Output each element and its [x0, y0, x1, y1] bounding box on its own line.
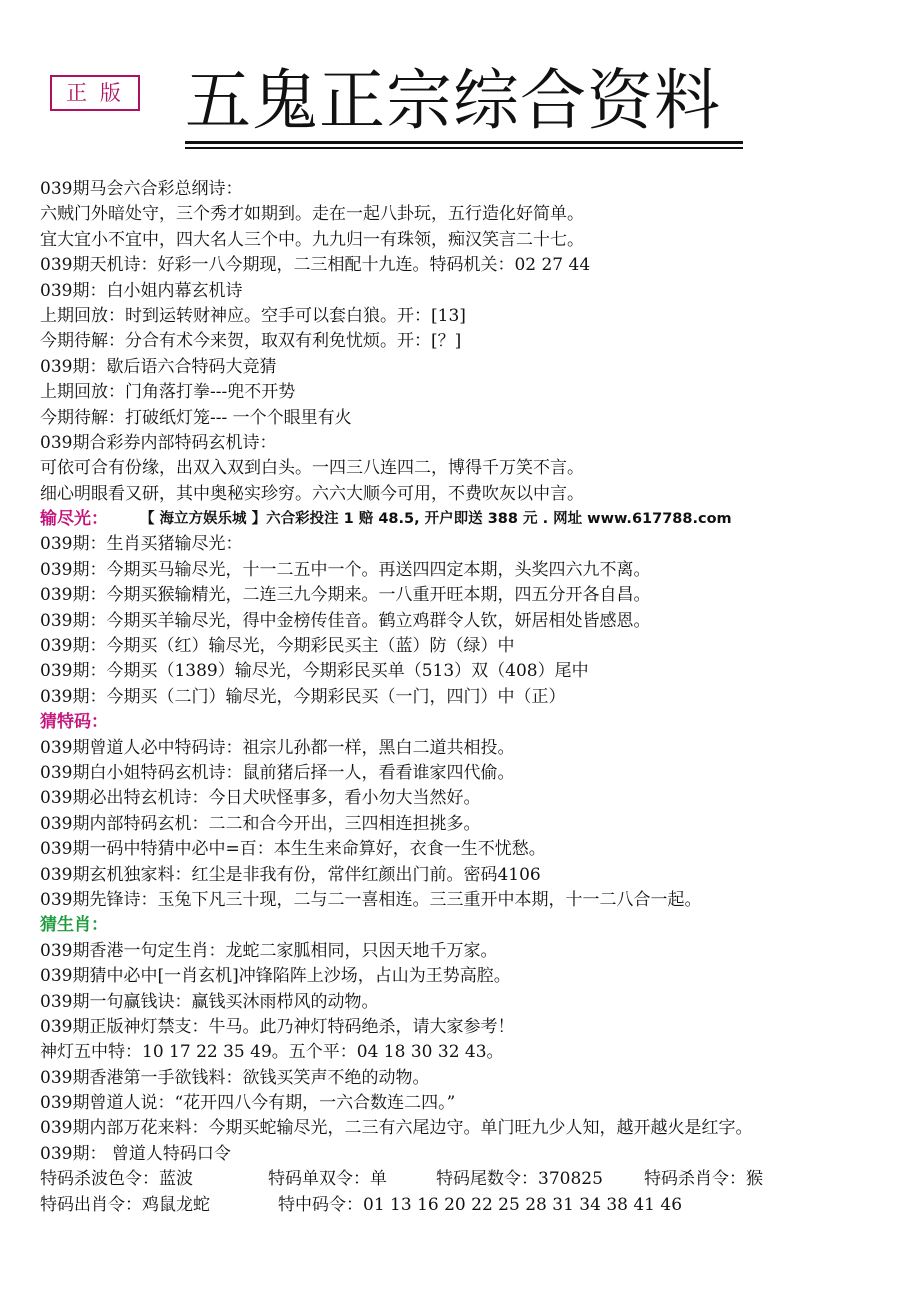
command-tail-number: 特码尾数令：370825	[436, 1169, 603, 1190]
text-line: 039期香港一句定生肖：龙蛇二家胍相同，只因天地千万家。	[40, 940, 498, 961]
ad-banner-row	[40, 507, 890, 532]
text-line: 039期合彩券内部特码玄机诗：	[40, 432, 277, 453]
command-row	[40, 1167, 890, 1192]
text-line: 039期：今期买马输尽光，十一二五中一个。再送四四定本期，头奖四六九不离。	[40, 559, 651, 580]
text-line: 神灯五中特：10 17 22 35 49。五个平：04 18 30 32 43。	[40, 1042, 504, 1063]
text-line: 上期回放：门角落打拳---兜不开势	[40, 382, 296, 403]
text-line: 039期必出特玄机诗：今日犬吠怪事多，看小勿大当然好。	[40, 788, 481, 809]
command-row	[40, 1193, 890, 1218]
page-title: 五鬼正宗综合资料	[185, 62, 721, 139]
text-line: 039期： 曾道人特码口令	[40, 1143, 231, 1164]
poem-heading: 039期马会六合彩总纲诗：	[40, 179, 243, 199]
text-line: 039期内部特码玄机：二二和合今开出，三四相连担挑多。	[40, 813, 481, 834]
text-line: 今期待解：打破纸灯笼--- 一个个眼里有火	[40, 407, 352, 428]
text-line: 039期正版神灯禁支：牛马。此乃神灯特码绝杀，请大家参考！	[40, 1016, 515, 1037]
text-line: 039期曾道人说：“花开四八今有期，一六合数连二四。”	[40, 1093, 456, 1114]
ad-banner-link[interactable]: 【 海立方娱乐城 】六合彩投注 1 赔 48.5, 开户即送 388 元 . 网址 www.617788.com	[140, 511, 732, 528]
text-line: 039期：今期买猴输精光，二连三九今期来。一八重开旺本期，四五分开各自昌。	[40, 585, 651, 606]
command-special-numbers: 特中码令：01 13 16 20 22 25 28 31 34 38 41 46	[278, 1194, 683, 1215]
authentic-badge: 正 版	[50, 75, 140, 111]
command-kill-color: 特码杀波色令：蓝波	[40, 1169, 193, 1190]
text-line: 039期：今期买（1389）输尽光，今期彩民买单（513）双（408）尾中	[40, 661, 589, 682]
text-line: 039期曾道人必中特码诗：祖宗儿孙都一样，黑白二道共相投。	[40, 737, 515, 758]
text-line: 039期玄机独家料：红尘是非我有份，常伴红颜出门前。密码4106	[40, 864, 541, 885]
text-line: 宜大宜小不宜中，四大名人三个中。九九归一有珠领，痴汉笑言二十七。	[40, 229, 584, 250]
command-kill-zodiac: 特码杀肖令：猴	[644, 1169, 763, 1190]
command-out-zodiac: 特码出肖令：鸡鼠龙蛇	[40, 1194, 210, 1215]
section-label-lose-all: 输尽光：	[40, 509, 108, 530]
text-line: 039期：今期买（二门）输尽光，今期彩民买（一门，四门）中（正）	[40, 686, 566, 707]
text-line: 039期白小姐特码玄机诗：鼠前猪后择一人，看看谁家四代偷。	[40, 762, 515, 783]
command-odd-even: 特码单双令：单	[268, 1169, 387, 1190]
text-line: 今期待解：分合有术今来贺，取双有利免忧烦。开：[？]	[40, 331, 462, 352]
text-line: 039期：歇后语六合特码大竞猜	[40, 356, 277, 377]
text-line: 039期：生肖买猪输尽光：	[40, 534, 243, 555]
text-line: 039期香港第一手欲钱料：欲钱买笑声不绝的动物。	[40, 1067, 430, 1088]
document-body	[40, 177, 890, 1218]
text-line: 039期猜中必中[一肖玄机]冲锋陷阵上沙场，占山为王势高腔。	[40, 966, 511, 987]
text-line: 上期回放：时到运转财神应。空手可以套白狼。开：[13]	[40, 305, 466, 326]
text-line: 039期：今期买羊输尽光，得中金榜传佳音。鹤立鸡群令人钦，妍居相处皆感恩。	[40, 610, 651, 631]
text-line: 039期内部万花来料：今期买蛇输尽光，二三有六尾边守。单门旺九少人知，越开越火是红字。	[40, 1118, 753, 1139]
text-line: 039期天机诗：好彩一八今期现，二三相配十九连。特码机关：02 27 44	[40, 255, 591, 276]
text-line: 039期先锋诗：玉兔下凡三十现，二与二一喜相连。三三重开中本期，十一二八合一起。	[40, 889, 702, 910]
text-line: 039期：今期买（红）输尽光，今期彩民买主（蓝）防（绿）中	[40, 636, 515, 657]
text-line: 039期一句赢钱诀：赢钱买沐雨栉风的动物。	[40, 991, 379, 1012]
section-label-guess-special: 猜特码：	[40, 712, 108, 733]
text-line: 可依可合有份缘，出双入双到白头。一四三八连四二，博得千万笑不言。	[40, 458, 584, 479]
text-line: 039期一码中特猜中必中=百：本生生来命算好，衣食一生不忧愁。	[40, 839, 546, 860]
title-underline	[185, 141, 743, 144]
text-line: 细心明眼看又研，其中奥秘实珍穷。六六大顺今可用，不费吹灰以中言。	[40, 483, 584, 504]
text-line: 六贼门外暗处守，三个秀才如期到。走在一起八卦玩，五行造化好简单。	[40, 204, 584, 225]
text-line: 039期：白小姐内幕玄机诗	[40, 280, 243, 301]
section-label-guess-zodiac: 猜生肖：	[40, 915, 108, 936]
title-underline-second	[185, 147, 743, 149]
